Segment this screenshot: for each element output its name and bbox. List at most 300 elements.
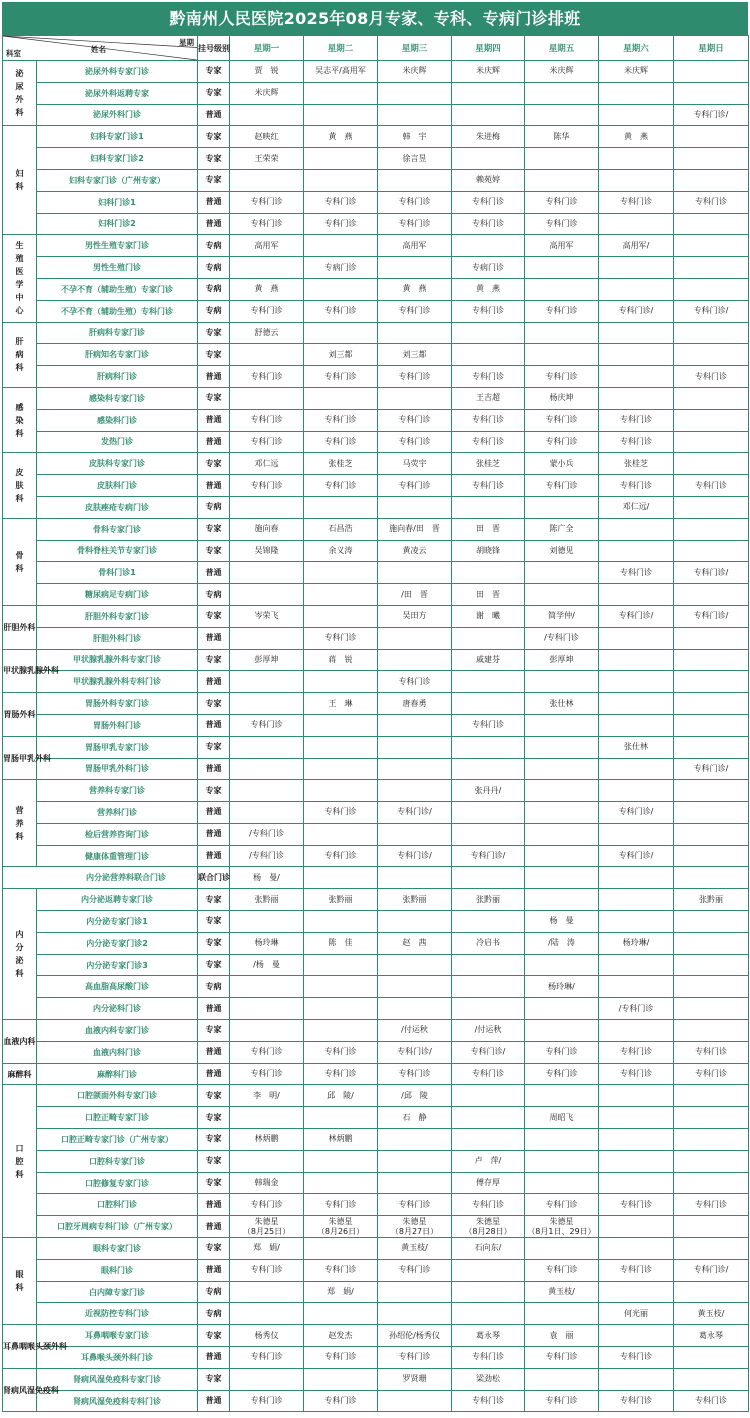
schedule-cell: 朱德星 （8月25日） — [230, 1216, 304, 1238]
schedule-cell: 彭厚坤 — [525, 649, 599, 671]
department-name: 眼 科 — [3, 1238, 37, 1325]
schedule-cell — [599, 780, 674, 802]
schedule-cell: 专科门诊/ — [452, 1041, 525, 1063]
clinic-name: 男性生殖专家门诊 — [37, 235, 198, 257]
schedule-cell — [378, 954, 452, 976]
schedule-cell: 简学仲/ — [525, 605, 599, 627]
schedule-cell — [378, 649, 452, 671]
schedule-row — [3, 714, 749, 736]
schedule-cell — [452, 736, 525, 758]
schedule-cell — [674, 1238, 749, 1260]
schedule-cell — [674, 1107, 749, 1129]
registration-level: 普通 — [198, 191, 230, 213]
schedule-cell: 专科门诊 — [230, 213, 304, 235]
registration-level: 专病 — [198, 976, 230, 998]
schedule-cell — [304, 998, 378, 1020]
schedule-cell: 专科门诊 — [378, 409, 452, 431]
schedule-cell — [378, 257, 452, 279]
schedule-cell: 陈广全 — [525, 518, 599, 540]
schedule-cell: 米庆辉 — [378, 61, 452, 83]
registration-level: 专家 — [198, 693, 230, 715]
schedule-cell: 专科门诊 — [452, 1390, 525, 1412]
registration-level: 普通 — [198, 1347, 230, 1369]
schedule-cell — [599, 1129, 674, 1151]
day-header: 星期六 — [599, 36, 674, 61]
schedule-cell — [304, 1368, 378, 1390]
clinic-name: 血液内科门诊 — [37, 1041, 198, 1063]
schedule-row — [3, 562, 749, 584]
schedule-cell — [230, 998, 304, 1020]
registration-level: 专病 — [198, 235, 230, 257]
registration-level: 联合门诊 — [198, 867, 230, 889]
registration-level: 普通 — [198, 1390, 230, 1412]
schedule-cell: 专科门诊 — [452, 1194, 525, 1216]
schedule-cell — [304, 605, 378, 627]
schedule-cell: 刘三都 — [304, 344, 378, 366]
schedule-cell — [525, 823, 599, 845]
schedule-row — [3, 736, 749, 758]
schedule-cell: 张仕林 — [599, 736, 674, 758]
schedule-cell: 林炳鹏 — [230, 1129, 304, 1151]
schedule-cell: 郑 娟/ — [230, 1238, 304, 1260]
schedule-cell: 专科门诊/ — [674, 1259, 749, 1281]
schedule-cell: 石昌浩 — [304, 518, 378, 540]
schedule-cell — [452, 693, 525, 715]
schedule-cell — [599, 671, 674, 693]
schedule-row — [3, 1063, 749, 1085]
schedule-cell: 专科门诊 — [525, 409, 599, 431]
registration-level: 专家 — [198, 82, 230, 104]
schedule-cell — [378, 1390, 452, 1412]
schedule-row — [3, 911, 749, 933]
schedule-row — [3, 1347, 749, 1369]
clinic-name: 糖尿病足专病门诊 — [37, 584, 198, 606]
schedule-cell: 专科门诊 — [304, 1259, 378, 1281]
schedule-cell: 胡晓锋 — [452, 540, 525, 562]
schedule-cell — [674, 213, 749, 235]
schedule-cell: 王吉超 — [452, 387, 525, 409]
schedule-cell: 韩瑞金 — [230, 1172, 304, 1194]
schedule-cell — [674, 1347, 749, 1369]
schedule-cell: 赵发杰 — [304, 1325, 378, 1347]
schedule-row — [3, 802, 749, 824]
clinic-name: 泌尿外科返聘专家 — [37, 82, 198, 104]
registration-level: 专家 — [198, 322, 230, 344]
schedule-cell — [378, 976, 452, 998]
schedule-cell: 专科门诊 — [304, 802, 378, 824]
schedule-cell — [378, 496, 452, 518]
schedule-row — [3, 169, 749, 191]
schedule-cell — [452, 104, 525, 126]
schedule-cell: 专科门诊 — [452, 213, 525, 235]
schedule-cell: 专科门诊 — [452, 714, 525, 736]
clinic-name: 耳鼻咽喉专家门诊 — [37, 1325, 198, 1347]
schedule-cell: 王 琳 — [304, 693, 378, 715]
schedule-cell: 黄玉枝/ — [525, 1281, 599, 1303]
schedule-cell: 朱进梅 — [452, 126, 525, 148]
schedule-cell — [599, 322, 674, 344]
schedule-cell — [599, 954, 674, 976]
schedule-row — [3, 518, 749, 540]
schedule-cell — [674, 322, 749, 344]
schedule-cell: 岑荣飞 — [230, 605, 304, 627]
schedule-cell: 专科门诊/ — [674, 758, 749, 780]
clinic-name: 肝病科门诊 — [37, 366, 198, 388]
schedule-cell — [452, 823, 525, 845]
schedule-cell — [378, 627, 452, 649]
registration-level: 普通 — [198, 104, 230, 126]
schedule-cell — [452, 344, 525, 366]
clinic-name: 口腔牙周病专科门诊（广州专家） — [37, 1216, 198, 1238]
schedule-cell: 专科门诊 — [378, 213, 452, 235]
schedule-cell — [378, 998, 452, 1020]
registration-level: 专家 — [198, 61, 230, 83]
schedule-cell: 高用军 — [525, 235, 599, 257]
clinic-name: 口腔正畸专家门诊 — [37, 1107, 198, 1129]
schedule-cell — [304, 148, 378, 170]
schedule-cell — [599, 169, 674, 191]
clinic-name: 发热门诊 — [37, 431, 198, 453]
schedule-row — [3, 61, 749, 83]
schedule-cell: 黄 燕 — [230, 278, 304, 300]
schedule-cell — [304, 562, 378, 584]
schedule-cell: 专科门诊 — [304, 1390, 378, 1412]
schedule-cell — [674, 671, 749, 693]
schedule-cell: 刘三都 — [378, 344, 452, 366]
schedule-cell: 梁劲松 — [452, 1368, 525, 1390]
schedule-row — [3, 758, 749, 780]
registration-level: 专家 — [198, 453, 230, 475]
schedule-cell — [378, 758, 452, 780]
schedule-cell — [674, 257, 749, 279]
schedule-cell — [230, 758, 304, 780]
schedule-cell — [378, 780, 452, 802]
schedule-cell: 朱德星 （8月1日、29日） — [525, 1216, 599, 1238]
clinic-name: 胃肠外科专家门诊 — [37, 693, 198, 715]
schedule-cell: 专科门诊 — [674, 191, 749, 213]
schedule-cell — [230, 1281, 304, 1303]
schedule-cell: 专科门诊 — [674, 1041, 749, 1063]
schedule-cell: 吴志平/高用军 — [304, 61, 378, 83]
registration-level: 普通 — [198, 1194, 230, 1216]
schedule-row — [3, 1281, 749, 1303]
clinic-name: 肾病风湿免疫科专家门诊 — [37, 1368, 198, 1390]
schedule-cell — [674, 409, 749, 431]
schedule-cell: 杨 曼/ — [230, 867, 304, 889]
schedule-row — [3, 627, 749, 649]
schedule-cell — [304, 736, 378, 758]
clinic-name: 内分泌营养科联合门诊 — [3, 867, 198, 889]
registration-level: 专家 — [198, 1172, 230, 1194]
schedule-cell: 专科门诊 — [230, 1063, 304, 1085]
schedule-cell — [378, 714, 452, 736]
schedule-cell: 专科门诊 — [230, 191, 304, 213]
corner-header — [3, 36, 198, 61]
schedule-cell — [525, 758, 599, 780]
clinic-name: 男性生殖门诊 — [37, 257, 198, 279]
schedule-cell — [674, 932, 749, 954]
schedule-cell — [230, 671, 304, 693]
schedule-row — [3, 191, 749, 213]
corner-name-label: 姓名 — [91, 45, 106, 54]
schedule-cell — [674, 1150, 749, 1172]
schedule-cell — [378, 1281, 452, 1303]
schedule-row — [3, 453, 749, 475]
schedule-row — [3, 1238, 749, 1260]
clinic-name: 皮肤痤疮专病门诊 — [37, 496, 198, 518]
clinic-name: 健康体重管理门诊 — [37, 845, 198, 867]
schedule-cell: 杨秀仪 — [230, 1325, 304, 1347]
schedule-cell — [304, 278, 378, 300]
schedule-cell: 杨玲琳/ — [599, 932, 674, 954]
schedule-cell — [599, 889, 674, 911]
schedule-cell: 专科门诊 — [674, 475, 749, 497]
schedule-cell — [525, 954, 599, 976]
schedule-cell — [525, 845, 599, 867]
schedule-cell: 专科门诊 — [599, 562, 674, 584]
schedule-cell — [674, 169, 749, 191]
schedule-cell: 唐春勇 — [378, 693, 452, 715]
schedule-cell — [599, 867, 674, 889]
schedule-cell: 专病门诊 — [304, 257, 378, 279]
schedule-cell: 舒德云 — [230, 322, 304, 344]
schedule-cell: 杨庆坤 — [525, 387, 599, 409]
schedule-cell — [452, 867, 525, 889]
schedule-row — [3, 889, 749, 911]
schedule-cell: 王荣荣 — [230, 148, 304, 170]
schedule-cell — [599, 366, 674, 388]
schedule-cell: 张黔丽 — [230, 889, 304, 911]
clinic-name: 口腔科门诊 — [37, 1194, 198, 1216]
clinic-name: 肝胆外科专家门诊 — [37, 605, 198, 627]
schedule-cell — [378, 823, 452, 845]
schedule-cell — [230, 1368, 304, 1390]
schedule-cell: 专科门诊 — [304, 1041, 378, 1063]
clinic-name: 营养科专家门诊 — [37, 780, 198, 802]
schedule-row — [3, 431, 749, 453]
schedule-cell: 专科门诊 — [378, 1259, 452, 1281]
registration-level: 专家 — [198, 1368, 230, 1390]
schedule-row — [3, 126, 749, 148]
schedule-cell: 黄 燕 — [304, 126, 378, 148]
schedule-row — [3, 387, 749, 409]
schedule-cell: /专科门诊 — [525, 627, 599, 649]
schedule-cell — [452, 976, 525, 998]
schedule-cell — [304, 104, 378, 126]
schedule-cell — [304, 976, 378, 998]
schedule-cell: 朱德星 （8月26日） — [304, 1216, 378, 1238]
schedule-row — [3, 1129, 749, 1151]
schedule-cell — [230, 1150, 304, 1172]
schedule-cell: 邱 陵/ — [304, 1085, 378, 1107]
schedule-row — [3, 649, 749, 671]
clinic-name: 不孕不育（辅助生殖）专科门诊 — [37, 300, 198, 322]
clinic-name: 感染科专家门诊 — [37, 387, 198, 409]
schedule-cell: 专科门诊 — [304, 475, 378, 497]
schedule-row — [3, 605, 749, 627]
page-title: 黔南州人民医院2025年08月专家、专科、专病门诊排班 — [2, 2, 748, 35]
clinic-name: 妇科专家门诊（广州专家） — [37, 169, 198, 191]
schedule-row — [3, 366, 749, 388]
schedule-cell — [230, 780, 304, 802]
day-header: 星期日 — [674, 36, 749, 61]
department-name: 耳鼻咽喉头颈外科 — [3, 1325, 37, 1369]
clinic-name: 耳鼻喉头颈外科门诊 — [37, 1347, 198, 1369]
schedule-cell — [452, 1129, 525, 1151]
schedule-row — [3, 584, 749, 606]
schedule-cell: 专科门诊 — [452, 409, 525, 431]
schedule-cell: 专科门诊 — [599, 409, 674, 431]
registration-level: 专家 — [198, 1325, 230, 1347]
schedule-cell: 赵 茜 — [378, 932, 452, 954]
registration-level: 专病 — [198, 584, 230, 606]
schedule-cell: 冷启书 — [452, 932, 525, 954]
schedule-cell: 专科门诊 — [230, 431, 304, 453]
schedule-row — [3, 278, 749, 300]
schedule-cell: 郑 娟/ — [304, 1281, 378, 1303]
schedule-cell — [599, 518, 674, 540]
clinic-name: 口腔正畸专家门诊（广州专家） — [37, 1129, 198, 1151]
schedule-cell: 韩 宇 — [378, 126, 452, 148]
clinic-name: 眼科专家门诊 — [37, 1238, 198, 1260]
schedule-cell — [599, 693, 674, 715]
clinic-name: 口腔颌面外科专家门诊 — [37, 1085, 198, 1107]
schedule-cell — [525, 278, 599, 300]
schedule-cell — [452, 1085, 525, 1107]
schedule-row — [3, 954, 749, 976]
schedule-cell: 专科门诊/ — [674, 562, 749, 584]
clinic-name: 胃肠外科门诊 — [37, 714, 198, 736]
schedule-cell: 专科门诊 — [378, 671, 452, 693]
schedule-cell — [525, 496, 599, 518]
schedule-cell: 专科门诊/ — [452, 845, 525, 867]
schedule-cell: 专科门诊 — [599, 475, 674, 497]
schedule-cell — [452, 911, 525, 933]
corner-dept-label: 科室 — [6, 49, 21, 58]
clinic-name: 甲状腺乳腺外科专科门诊 — [37, 671, 198, 693]
schedule-cell — [452, 1259, 525, 1281]
schedule-cell — [378, 562, 452, 584]
schedule-cell — [452, 802, 525, 824]
schedule-cell: 米庆辉 — [525, 61, 599, 83]
schedule-cell — [378, 387, 452, 409]
schedule-cell — [674, 235, 749, 257]
department-name: 肝 病 科 — [3, 322, 37, 387]
schedule-cell — [304, 584, 378, 606]
schedule-cell — [230, 1020, 304, 1042]
schedule-cell — [304, 954, 378, 976]
clinic-name: 检后营养咨询门诊 — [37, 823, 198, 845]
schedule-row — [3, 540, 749, 562]
schedule-cell — [452, 496, 525, 518]
registration-level: 普通 — [198, 475, 230, 497]
schedule-cell: 专科门诊 — [304, 366, 378, 388]
registration-level: 专病 — [198, 1303, 230, 1325]
schedule-cell — [674, 627, 749, 649]
schedule-row — [3, 823, 749, 845]
schedule-cell — [599, 1368, 674, 1390]
schedule-cell — [525, 148, 599, 170]
schedule-cell — [452, 235, 525, 257]
schedule-cell: /付运秋 — [452, 1020, 525, 1042]
schedule-cell: 葛永琴 — [452, 1325, 525, 1347]
schedule-cell: 专科门诊 — [452, 300, 525, 322]
clinic-name: 口腔科专家门诊 — [37, 1150, 198, 1172]
schedule-cell: 张黔丽 — [304, 889, 378, 911]
schedule-cell — [599, 1325, 674, 1347]
schedule-cell — [674, 693, 749, 715]
schedule-row — [3, 1085, 749, 1107]
clinic-name: 甲状腺乳腺外科专家门诊 — [37, 649, 198, 671]
clinic-name: 内分泌专家门诊1 — [37, 911, 198, 933]
schedule-cell: 专科门诊 — [525, 366, 599, 388]
schedule-cell — [674, 1085, 749, 1107]
registration-level: 专家 — [198, 736, 230, 758]
schedule-cell — [304, 1150, 378, 1172]
schedule-cell: 专科门诊 — [304, 1063, 378, 1085]
clinic-name: 白内障专家门诊 — [37, 1281, 198, 1303]
schedule-cell: 朱德星 （8月27日） — [378, 1216, 452, 1238]
registration-level: 普通 — [198, 213, 230, 235]
registration-level: 专家 — [198, 1150, 230, 1172]
schedule-cell: 赵映红 — [230, 126, 304, 148]
schedule-cell: 专科门诊/ — [674, 605, 749, 627]
clinic-name: 妇科门诊2 — [37, 213, 198, 235]
registration-level: 普通 — [198, 562, 230, 584]
schedule-cell: 专科门诊 — [378, 300, 452, 322]
clinic-name: 近视防控专科门诊 — [37, 1303, 198, 1325]
schedule-cell: 专科门诊 — [599, 1259, 674, 1281]
schedule-cell — [674, 1129, 749, 1151]
clinic-name: 肾病风湿免疫科专科门诊 — [37, 1390, 198, 1412]
clinic-name: 高血脂高尿酸门诊 — [37, 976, 198, 998]
schedule-cell: 张黔丽 — [452, 889, 525, 911]
schedule-cell — [525, 1085, 599, 1107]
schedule-cell — [599, 911, 674, 933]
schedule-cell — [452, 1281, 525, 1303]
schedule-cell — [599, 540, 674, 562]
schedule-cell — [674, 431, 749, 453]
registration-level: 普通 — [198, 998, 230, 1020]
schedule-row — [3, 1107, 749, 1129]
schedule-cell: 周昭飞 — [525, 1107, 599, 1129]
schedule-cell — [452, 322, 525, 344]
schedule-cell — [304, 823, 378, 845]
schedule-cell — [378, 867, 452, 889]
day-header: 星期二 — [304, 36, 378, 61]
schedule-cell: 专科门诊 — [378, 191, 452, 213]
schedule-cell — [304, 82, 378, 104]
schedule-cell: 专科门诊 — [230, 1259, 304, 1281]
schedule-row — [3, 998, 749, 1020]
schedule-cell — [304, 169, 378, 191]
schedule-cell — [674, 845, 749, 867]
schedule-cell — [599, 1281, 674, 1303]
schedule-cell: 米庆辉 — [599, 61, 674, 83]
schedule-cell — [674, 82, 749, 104]
schedule-cell — [378, 1303, 452, 1325]
schedule-cell: 田 晋 — [452, 518, 525, 540]
schedule-row — [3, 671, 749, 693]
registration-level: 专家 — [198, 780, 230, 802]
clinic-name: 泌尿外科专家门诊 — [37, 61, 198, 83]
schedule-cell: /付运秋 — [378, 1020, 452, 1042]
schedule-cell: /田 晋 — [378, 584, 452, 606]
clinic-name: 骨科脊柱关节专家门诊 — [37, 540, 198, 562]
schedule-cell: 张桂芝 — [304, 453, 378, 475]
schedule-cell: 戚建芬 — [452, 649, 525, 671]
schedule-cell — [525, 714, 599, 736]
